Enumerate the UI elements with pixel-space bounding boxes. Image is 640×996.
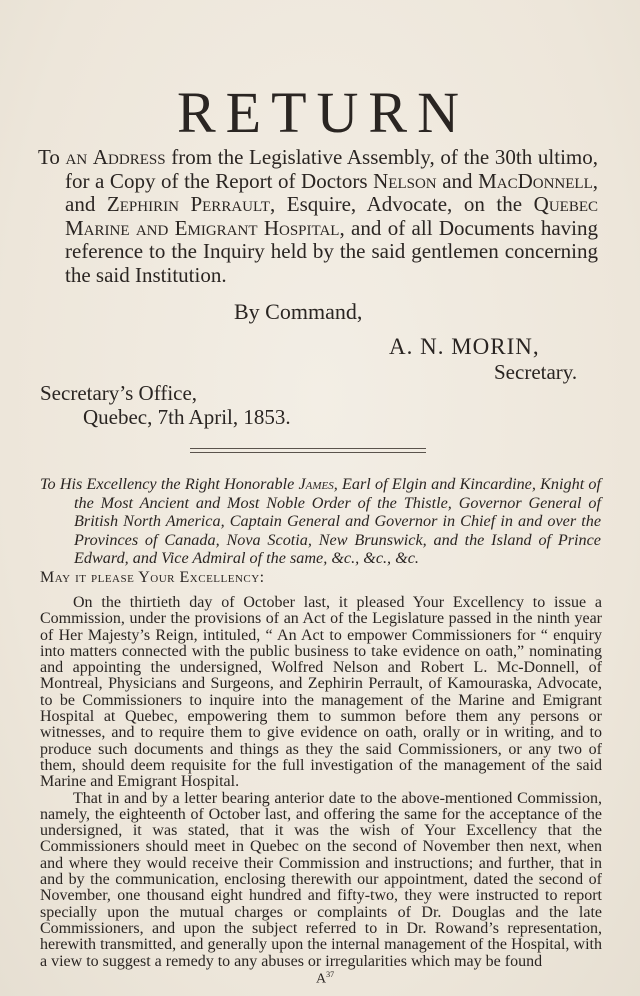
by-command: By Command, bbox=[234, 299, 363, 324]
salutation-rest: , Earl of Elgin and Kincardine, Knight of the Most Ancient and Most Noble Order of the Thistle, Governor General of British North America, Captain General and Governor in Chief in and over the Provinces of Canada, Nova Scotia, New Brunswick, and the Island of Prince Edward, and Vice Admiral of the same, &c., &c., &c. bbox=[74, 475, 601, 567]
signature-mark bbox=[316, 970, 334, 988]
signer-name: A. N. MORIN, bbox=[389, 334, 540, 359]
address-quebec-hospital: Quebec Marine and Emigrant Hospital bbox=[65, 192, 598, 240]
may-it-please: May it please Your Excellency: bbox=[40, 569, 265, 586]
address-part3: , Esquire, Advocate, on the bbox=[269, 192, 534, 216]
address-zephirin: Zephirin Perrault bbox=[106, 192, 270, 216]
signature-number: 37 bbox=[326, 970, 335, 979]
office-block bbox=[40, 381, 291, 429]
address-part4: , and of all Documents having reference to the Inquiry held by the said gentlemen concerning the said Institution. bbox=[65, 215, 598, 287]
address-an: an bbox=[65, 145, 88, 169]
section-divider bbox=[190, 448, 426, 453]
address-nelson: Nelson bbox=[373, 168, 437, 193]
body-paragraph: On the thirtieth day of October last, it pleased Your Excellency to issue a Commission, under the provisions of an Act of the Legislature passed in the ninth year of Her Majesty’s Reign, intituled, “ An Act to empower Commissioners for “ enquiry into matters connected with the public business to take evidence on oath,” nominating and appointing the undersigned, Wolfred Nelson and Robert L. Mc-Donnell, of Montreal, Physicians and Surgeons, and Zephirin Perrault, of Kamouraska, Advocate, to be Commissioners to inquire into the management of the Marine and Emigrant Hospital at Quebec, empowering them to summon before them any persons or witnesses, and to require them to give evidence on oath, orally or in writing, and to produce such documents and things as they the said Commissioners, or any two of them, should deem requisite for the full investigation of the management of the said Marine and Emigrant Hospital. bbox=[40, 594, 602, 791]
signature-letter: A bbox=[316, 971, 327, 987]
office-line1: Secretary’s Office, bbox=[40, 381, 198, 405]
address-macdonnell: MacDonnell bbox=[478, 168, 593, 193]
salutation-address bbox=[40, 475, 601, 568]
address-and1: and bbox=[436, 168, 479, 193]
address-word: Address bbox=[92, 145, 166, 169]
salutation-to: To His Excellency the Right Honorable bbox=[40, 475, 299, 493]
body-text bbox=[40, 595, 602, 970]
address-part1: from the Legislative Assembly, of the 30th ultimo, for a Copy of the Report of Doctors bbox=[65, 145, 599, 193]
signer-title: Secretary. bbox=[494, 360, 578, 384]
page-title: RETURN bbox=[177, 80, 469, 145]
body-paragraph: That in and by a letter bearing anterior date to the above-mentioned Commission, namely, the eighteenth of October last, and offering the same for the acceptance of the undersigned, it was stated, that it was the wish of Your Excellency that the Commissioners should meet in Quebec on the second of November then next, when and where they would receive their Commission and instructions; and further, that in and by the communication, enclosing therewith our appointment, dated the second of November, one thousand eight hundred and fifty-two, they were instructed to report specially upon the mutual charges or complaints of Dr. Douglas and the late Commissioners, and upon the subject referred to in Dr. Rowand’s representation, herewith transmitted, and generally upon the internal management of the Hospital, with a view to suggest a remedy to any abuses or irregularities which may be found bbox=[40, 789, 602, 970]
address-heading bbox=[38, 146, 598, 287]
address-lead: To bbox=[38, 145, 60, 169]
address-part2: , and bbox=[65, 168, 598, 216]
salutation-james: James bbox=[298, 475, 334, 493]
office-line2: Quebec, 7th April, 1853. bbox=[83, 405, 291, 429]
